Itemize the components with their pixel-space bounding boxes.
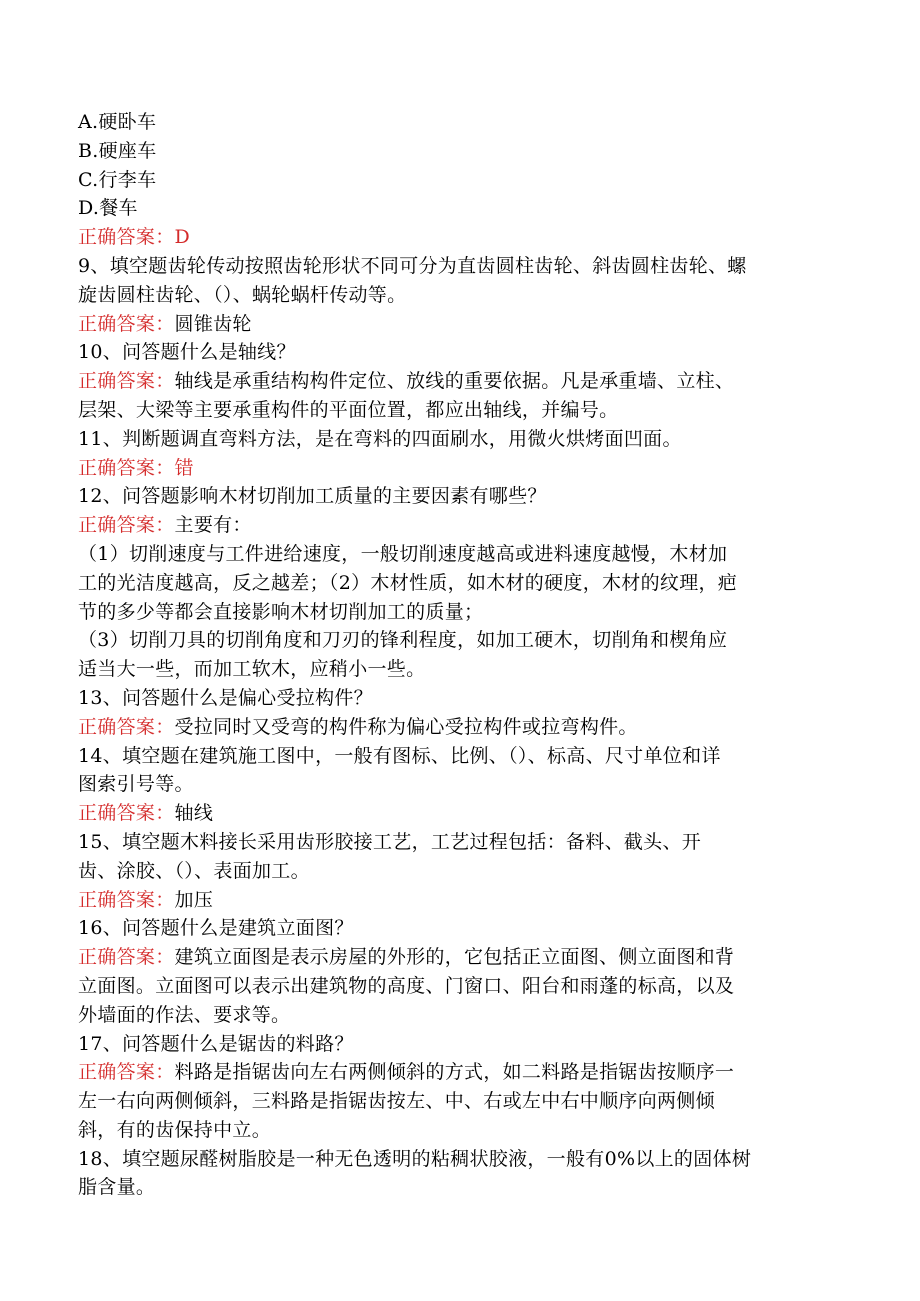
answer-text: 建筑立面图是表示房屋的外形的，它包括正立面图、侧立面图和背 xyxy=(174,946,735,969)
answer-line-q9 xyxy=(78,310,838,339)
option-a: A.硬卧车 xyxy=(78,111,157,133)
answer-line-q15 xyxy=(78,886,838,915)
answer-label: 正确答案： xyxy=(78,715,175,738)
answer-label: 正确答案： xyxy=(78,514,175,537)
answer-continuation: 外墙面的作法、要求等。 xyxy=(78,1003,291,1026)
answer-line-q14 xyxy=(78,799,838,828)
answer-continuation: 左一右向两侧倾斜，三料路是指锯齿按左、中、右或左中右中顺序向两侧倾 xyxy=(78,1090,715,1113)
answer-line-q11 xyxy=(78,454,838,483)
question-11: 11、判断题调直弯料方法，是在弯料的四面刷水，用微火烘烤面凹面。 xyxy=(78,427,682,450)
answer-label: 正确答案： xyxy=(78,946,175,969)
answer-continuation: 节的多少等都会直接影响木材切削加工的质量； xyxy=(78,600,484,623)
question-9-line-2: 旋齿圆柱齿轮、（）、蜗轮蜗杆传动等。 xyxy=(78,283,407,306)
question-9-line-1: 9、填空题齿轮传动按照齿轮形状不同可分为直齿圆柱齿轮、斜齿圆柱齿轮、螺 xyxy=(78,254,747,277)
question-17: 17、问答题什么是锯齿的料路？ xyxy=(78,1032,354,1055)
answer-line-q17 xyxy=(78,1058,838,1087)
question-13: 13、问答题什么是偏心受拉构件？ xyxy=(78,686,373,709)
answer-continuation: 层架、大梁等主要承重构件的平面位置，都应出轴线，并编号。 xyxy=(78,398,619,421)
answer-text: 主要有： xyxy=(174,514,252,537)
question-18-line-2: 脂含量。 xyxy=(78,1176,156,1199)
option-d: D.餐车 xyxy=(78,197,138,220)
question-12: 12、问答题影响木材切削加工质量的主要因素有哪些？ xyxy=(78,485,547,508)
option-b: B.硬座车 xyxy=(78,139,157,162)
answer-text: 轴线是承重结构构件定位、放线的重要依据。凡是承重墙、立柱、 xyxy=(174,370,735,393)
answer-line-q13 xyxy=(78,713,838,742)
question-15-line-1: 15、填空题木料接长采用齿形胶接工艺，工艺过程包括：备料、截头、开 xyxy=(78,830,702,853)
answer-line-q10 xyxy=(78,367,838,396)
answer-continuation: （1）切削速度与工件进给速度，一般切削速度越高或进料速度越慢，木材加 xyxy=(78,542,728,565)
answer-label: 正确答案： xyxy=(78,312,175,335)
answer-line-q8 xyxy=(78,223,838,252)
answer-continuation: 斜，有的齿保持中立。 xyxy=(78,1118,272,1141)
answer-line-q16 xyxy=(78,943,838,972)
answer-continuation: （3）切削刀具的切削角度和刀刃的锋利程度，如加工硬木，切削角和楔角应 xyxy=(78,629,728,652)
answer-label: 正确答案： xyxy=(78,370,175,393)
answer-text: 圆锥齿轮 xyxy=(174,312,252,335)
answer-text: D xyxy=(174,226,191,249)
question-14-line-2: 图索引号等。 xyxy=(78,773,194,796)
question-18-line-1: 18、填空题尿醛树脂胶是一种无色透明的粘稠状胶液，一般有0%以上的固体树 xyxy=(78,1147,752,1170)
answer-label: 正确答案： xyxy=(78,1061,175,1084)
answer-label: 正确答案： xyxy=(78,456,175,479)
answer-label: 正确答案： xyxy=(78,888,175,911)
answer-continuation: 工的光洁度越高，反之越差；（2）木材性质，如木材的硬度，木材的纹理，疤 xyxy=(78,571,738,594)
answer-text: 料路是指锯齿向左右两侧倾斜的方式，如二料路是指锯齿按顺序一 xyxy=(174,1061,735,1084)
answer-label: 正确答案： xyxy=(78,802,175,825)
answer-text: 加压 xyxy=(174,888,214,911)
document-page xyxy=(78,108,838,1202)
answer-continuation: 立面图。立面图可以表示出建筑物的高度、门窗口、阳台和雨蓬的标高，以及 xyxy=(78,974,735,997)
question-10: 10、问答题什么是轴线？ xyxy=(78,341,296,364)
answer-text: 错 xyxy=(174,456,194,479)
answer-text: 轴线 xyxy=(174,802,214,825)
question-14-line-1: 14、填空题在建筑施工图中，一般有图标、比例、（）、标高、尺寸单位和详 xyxy=(78,744,721,767)
question-16: 16、问答题什么是建筑立面图？ xyxy=(78,917,354,940)
answer-label: 正确答案： xyxy=(78,226,175,249)
answer-line-q12 xyxy=(78,511,838,540)
answer-continuation: 适当大一些，而加工软木，应稍小一些。 xyxy=(78,658,426,681)
question-15-line-2: 齿、涂胶、（）、表面加工。 xyxy=(78,859,310,882)
answer-text: 受拉同时又受弯的构件称为偏心受拉构件或拉弯构件。 xyxy=(174,715,638,738)
option-c: C.行李车 xyxy=(78,168,157,191)
